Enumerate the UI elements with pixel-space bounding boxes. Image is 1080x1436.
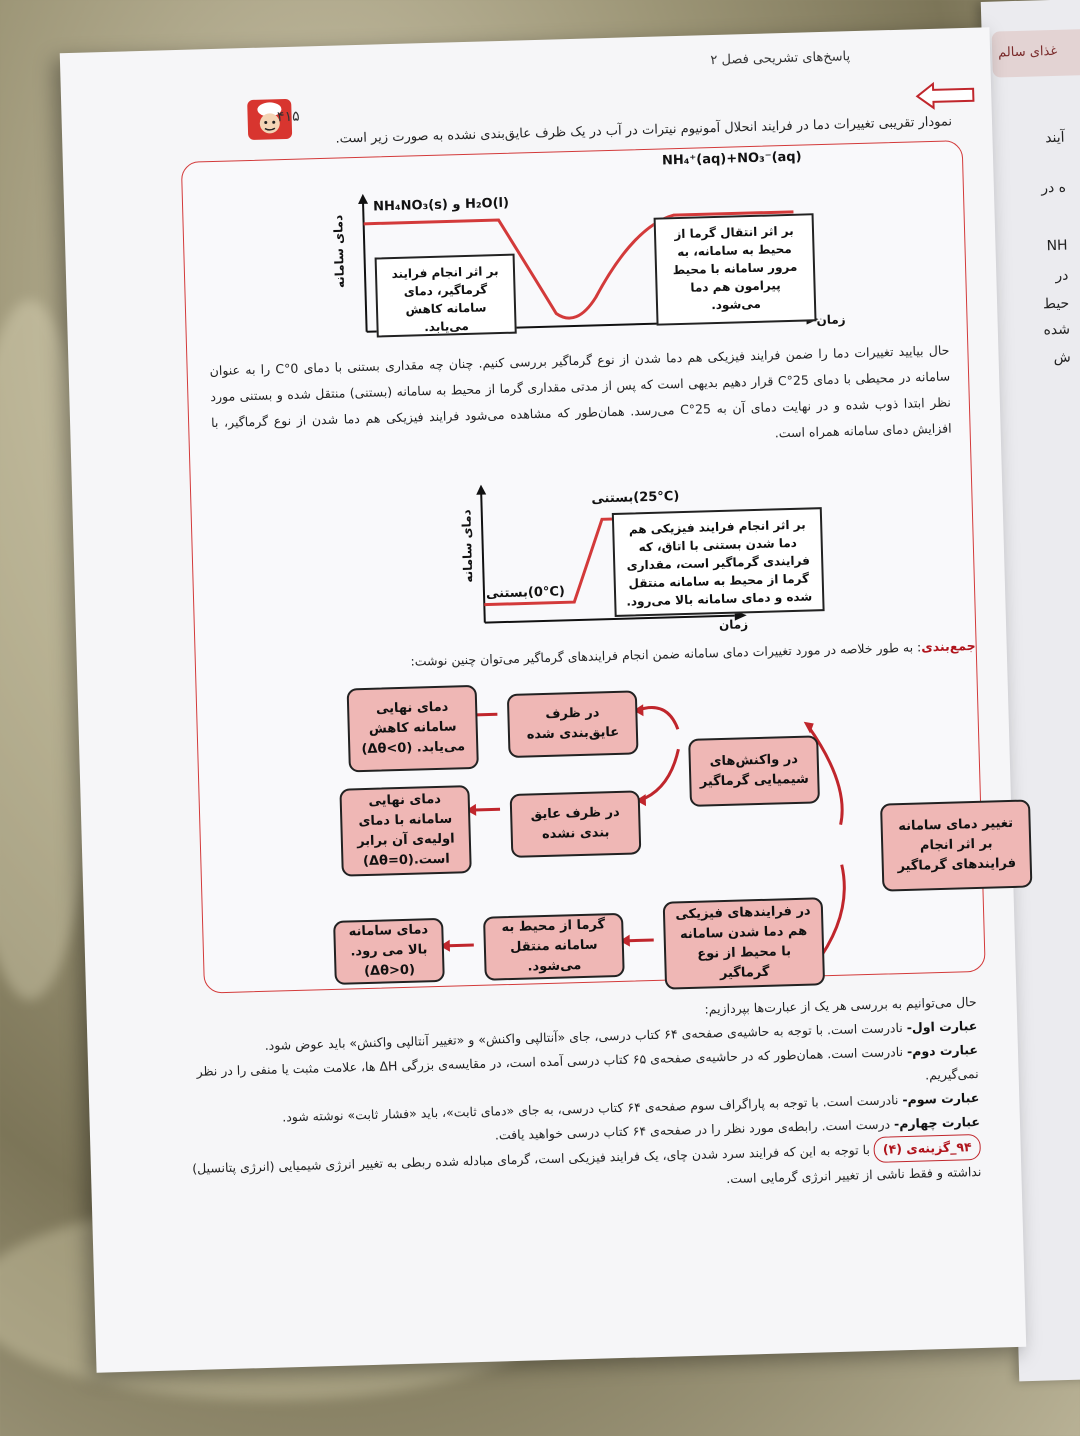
statement-4: عبارت چهارم- درست است. رابطه‌ی مورد نظر را در صفحه‌ی ۶۴ کتاب درسی خواهید یافت. bbox=[494, 1113, 981, 1143]
intro-text: نمودار تقریبی تغییرات دما در فرایند انحلال آمونیوم نیترات در آب در یک ظرف عایق‌بندی نشده به صورت زیر است. bbox=[335, 114, 953, 147]
y-axis-label: دمای سامانه bbox=[459, 509, 476, 583]
low-temp-label: بستنی(0°C) bbox=[485, 584, 566, 602]
flow-chemical: در واکنش‌های شیمیایی گرماگیر bbox=[688, 735, 820, 807]
next-page-fragment: ش bbox=[1053, 349, 1071, 367]
page-header-title: پاسخ‌های تشریحی فصل ۲ bbox=[710, 49, 851, 69]
flow-insulated: در ظرف عایق‌بندی شده bbox=[507, 690, 639, 758]
reactants-label: NH₄NO₃(s) و H₂O(l) bbox=[372, 195, 510, 215]
flow-not-insulated: در ظرف عایق بندی نشده bbox=[510, 790, 642, 858]
flow-result-not-insulated: دمای نهایی سامانه با دمای اولیه‌ی آن برابر است.(Δθ=0) bbox=[339, 785, 471, 877]
callout-heat-transfer: بر اثر انتقال گرما از محیط به سامانه، به مرور سامانه با محیط پیرامون هم دما می‌شود. bbox=[654, 213, 817, 325]
statement-2: عبارت دوم- نادرست است. همان‌طور که در حاشیه‌ی صفحه‌ی ۶۵ کتاب درسی آمده است، در مقایسه‌ی بزرگی ΔH ها، علامت مثبت یا منفی را در نظر نمی‌گیریم. bbox=[196, 1041, 979, 1083]
next-page-fragment: حیط bbox=[1042, 295, 1070, 313]
flow-root: تغییر دمای سامانه بر اثر انجام فرایندهای گرماگیر bbox=[880, 799, 1032, 891]
answers-section bbox=[157, 990, 982, 1207]
callout-icecream: بر اثر انجام فرایند فیزیکی هم دما شدن بستنی با اتاق، که فرایندی گرماگیر است، مقداری گرما از محیط به سامانه منتقل شده و دمای سامانه بالا می‌رود. bbox=[612, 507, 825, 617]
answer-pill: ۹۴_گزینه‌ی (۴) bbox=[874, 1134, 982, 1163]
y-axis-label: دمای سامانه bbox=[331, 214, 348, 289]
next-page-fragment: ه در bbox=[1040, 179, 1067, 197]
flow-result-insulated: دمای نهایی سامانه کاهش می‌یابد. (Δθ<0) bbox=[347, 685, 479, 773]
explanation-box bbox=[181, 140, 1017, 994]
flow-heat-transfer: گرما از محیط به سامانه منتقل می‌شود. bbox=[483, 913, 625, 981]
next-page-fragment: آیند bbox=[1045, 129, 1065, 147]
question-94-answer: ۹۴_گزینه‌ی (۴) با توجه به این که فرایند سرد شدن چای، یک فرایند فیزیکی است، گرمای مبادله شده ربطی به تغییر انرژی شیمیایی (انرژی پتانسیل) نداشته و فقط ناشی از تغییر انرژی گرمایی است. bbox=[161, 1134, 982, 1207]
answers-intro: حال می‌توانیم به بررسی هر یک از عبارت‌ها بپردازیم: bbox=[704, 994, 977, 1017]
summary-label: جمع‌بندی bbox=[921, 637, 976, 655]
x-axis-label: زمان bbox=[718, 617, 749, 633]
arrow-tab-icon bbox=[915, 80, 976, 112]
paragraph-physical-process: حال بیایید تغییرات دما را ضمن فرایند فیزیکی هم دما شدن از نوع گرماگیر بررسی کنیم. چنان چه مقداری بستنی با دمای 0°C را به عنوان سامانه در محیطی با دمای 25°C قرار دهیم بدیهی است که پس از مدتی مقداری گرما از محیط به سامانه (بستنی) منتقل شده و بستنی مورد نظر ابتدا ذوب شده و در نهایت دمای آن به 25°C می‌رسد. همان‌طور که مشاهده می‌شود فرایند فیزیکی هم دما شدن از نوع گرماگیر، با افزایش دمای سامانه همراه است. bbox=[209, 342, 952, 441]
next-page-fragment: شده bbox=[1043, 321, 1071, 339]
flow-physical: در فرایندهای فیزیکی هم دما شدن سامانه با محیط از نوع گرماگیر bbox=[663, 897, 825, 989]
book-page bbox=[60, 27, 1026, 1372]
next-page-tab: غذای سالم bbox=[992, 29, 1080, 78]
callout-endothermic: بر اثر انجام فرایند گرماگیر، دمای سامانه کاهش می‌یابد. bbox=[375, 254, 517, 338]
x-axis-label: زمان bbox=[816, 312, 846, 328]
statement-3: عبارت سوم- نادرست است. با توجه به پاراگراف سوم صفحه‌ی ۶۴ کتاب درسی، به جای «دمای ثابت»، باید «فشار ثابت» نوشته شود. bbox=[282, 1089, 980, 1125]
products-label: NH₄⁺(aq)+NO₃⁻(aq) bbox=[661, 149, 802, 169]
next-page-fragment: در bbox=[1055, 267, 1069, 284]
flow-result-physical: دمای سامانه بالا می رود.(Δθ>0) bbox=[333, 918, 445, 985]
next-page-fragment: NH bbox=[1046, 237, 1068, 255]
summary-text: : به طور خلاصه در مورد تغییرات دمای سامانه ضمن انجام فرایندهای گرماگیر می‌توان چنین نوشت: bbox=[410, 639, 922, 669]
high-temp-label: بستنی(25°C) bbox=[591, 489, 680, 507]
statement-1: عبارت اول- نادرست است. با توجه به حاشیه‌ی صفحه‌ی ۶۴ کتاب درسی، جای «آنتالپی واکنش» و «تغییر آنتالپی واکنش» باید عوض شود. bbox=[264, 1018, 978, 1053]
page-number: ۴۱۵ bbox=[276, 108, 300, 126]
